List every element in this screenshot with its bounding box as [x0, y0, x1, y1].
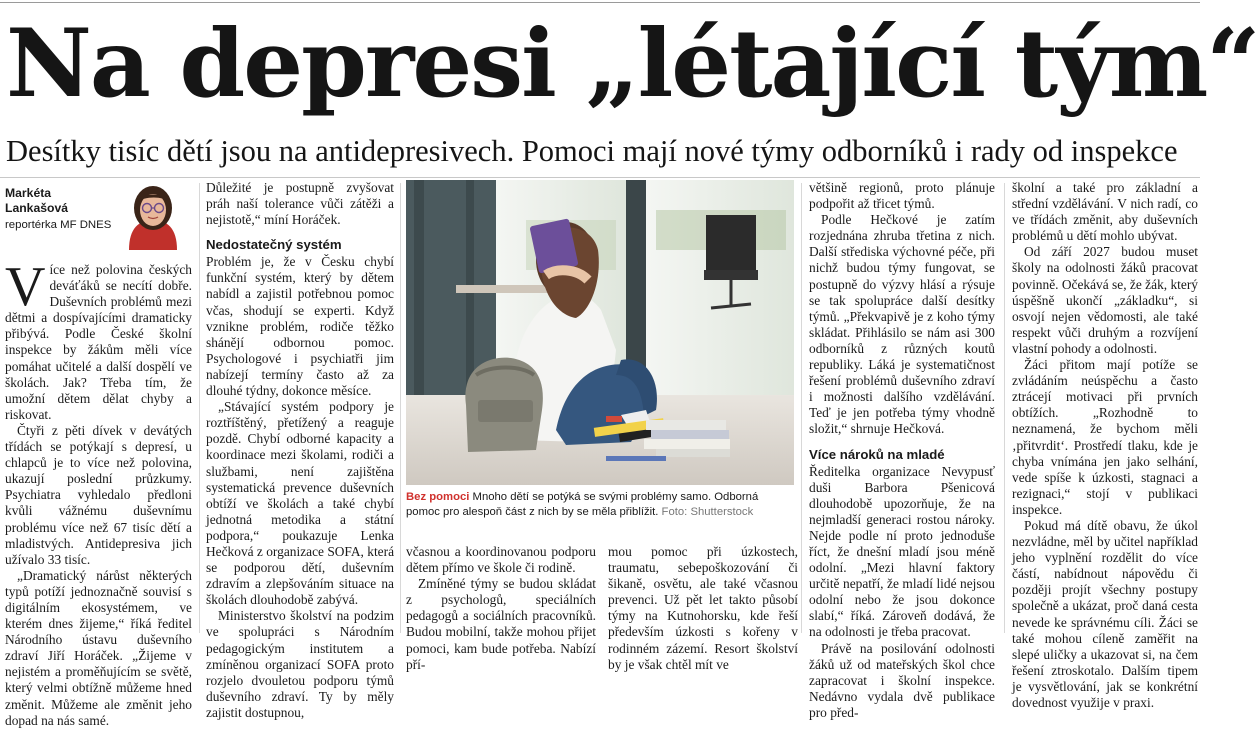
- paragraph: Důležité je postupně zvyšovat práh naší tolerance vůči zátěži a nejistotě,“ míní Horáček.: [206, 180, 394, 228]
- photo-credit: Foto: Shutterstock: [658, 506, 754, 518]
- subheadline: Desítky tisíc dětí jsou na antidepresivech. Pomoci mají nové týmy odborníků i rady od inspekce: [6, 134, 1178, 168]
- article-column-3: [406, 544, 596, 672]
- article-column-5: [809, 180, 995, 720]
- header-rule: [0, 177, 1200, 178]
- paragraph: Podle Hečkové je zatím rozjednána zhruba třetina z nich. Další střediska výchovné péče, při nichž budou týmy fungovat, se postupně do výzvy hlásí a rýsuje se tak spolupráce další desítky týmů. „Překvapivě je z koho týmy skládat. Přihlásilo se nám asi 300 odborníků z různých koutů republiky. Láká je systematičnost řešení problémů duševního zdraví i možnosti dalšího vzdělávání. Teď je jen potřeba týmy vhodně složit,“ shrnuje Hečková.: [809, 212, 995, 437]
- column-separator: [199, 183, 200, 633]
- caption-lead: Bez pomoci: [406, 491, 470, 503]
- section-heading: Více nároků na mladé: [809, 446, 945, 462]
- section-heading: Nedostatečný systém: [206, 237, 342, 253]
- paragraph: většině regionů, proto plánuje podpořit až třicet týmů.: [809, 180, 995, 212]
- author-role: reportérka MF DNES: [5, 219, 112, 231]
- paragraph: „Stávající systém podpory je roztříštěný, přetížený a reaguje pozdě. Chybí odborné kapacity a koordinace mezi školami, rodiči a službami, není zajištěna systematická prevence duševních obtíží ve školách a také chybí jednotná metodika a státní podpora,“ poukazuje Lenka Hečková z organizace SOFA, která se podporou dětí, duševním zdravím a zlepšováním situace na školách dlouhodobě zabývá.: [206, 399, 395, 608]
- article-photo: [406, 180, 794, 485]
- paragraph: Zmíněné týmy se budou skládat z psychologů, speciálních pedagogů a sociálních pracovníků. Budou mobilní, takže mohou přijet pomoci, kam bude potřeba. Nabízí pří-: [406, 576, 596, 672]
- article-column-6: [1012, 180, 1198, 710]
- paragraph: mou pomoc při úzkostech, traumatu, sebepoškozování či šikaně, osvětu, ale také včasnou prevenci. Už pět let takto působí týmy na Kutnohorsku, kde řeší především úzkosti s kořeny v rodinném zázemí. Resort školství by je však chtěl mít ve: [608, 544, 798, 672]
- paragraph: Ředitelka organizace Nevypusť duši Barbora Pšenicová dlouhodobě upozorňuje, že na nejmladší generaci rostou nároky. Nejde podle ní proto jednoduše říct, že dnešní mladí jsou méně odolní. „Mezi hlavní faktory určitě nepatří, že mladí lidé nejsou odolní nebo že jsou dokonce slabí,“ říká. Zároveň dodává, že na odolnosti je třeba pracovat.: [809, 463, 995, 640]
- paragraph: Od září 2027 budou muset školy na odolnosti žáků pracovat povinně. Očekává se, že žák, který úspěšně ukončí „základku“, si osvojí nejen vědomosti, ale také respekt vůči druhým a rozvíjení vlastní pohody a odolnosti.: [1012, 244, 1198, 356]
- author-photo: [115, 180, 191, 250]
- paragraph: Ministerstvo školství na podzim ve spolupráci s Národním pedagogickým institutem a zmíněnou organizací SOFA proto rozjelo dvouletou podporu týmů duševního zdraví. Ty by měly zajistit dostupnou,: [206, 608, 394, 720]
- article-column-1: [5, 180, 192, 728]
- top-rule: [0, 2, 1200, 3]
- author-name: Markéta Lankašová: [5, 186, 69, 215]
- caption-text: Mnoho dětí se potýká se svými problémy samo. Odborná pomoc pro alespoň část z nich by se měla přiblížit.: [406, 491, 759, 518]
- paragraph: „Dramatický nárůst některých typů potíží jednoznačně souvisí s digitálním ekosystémem, ve kterém dnes žijeme,“ říká ředitel Národního ústavu duševního zdraví Jiří Horáček. „Žijeme v nejistém a proměňujícím se světě, který velmi obtížně můžeme hned změnit. Můžeme ale změnit jeho dopad na nás samé.: [5, 567, 192, 728]
- photo-caption: [406, 490, 794, 536]
- drop-cap: V: [5, 256, 46, 318]
- paragraph: Pokud má dítě obavu, že úkol nezvládne, měl by učitel například jeho vyplnění rozdělit do více částí, nabídnout nápovědu či později projít všechny postupy společně a ukázat, proč daná cesta nevede ke správnému cíli. Žáci se také mohou cíleně zaměřit na slepé uličky a ukazovat si, na čem řešení ztroskotalo. Dalším tipem je vysvětlování, jak se konkrétní dovednost využije v praxi.: [1012, 517, 1198, 710]
- paragraph: Čtyři z pěti dívek v devátých třídách se potýkají s depresí, u chlapců je to více než polovina, ukazují poslední průzkumy. Psychiatra vyhledalo předloni kvůli vážnému duševnímu problému více než 67 tisíc dětí a mladistvých. Antidepresiva jich užívalo 33 tisíc.: [5, 422, 192, 567]
- column-separator: [1004, 183, 1005, 633]
- paragraph: Právě na posilování odolnosti žáků už od mateřských škol chce zapracovat i školní inspekce. Nedávno vydala dvě publikace pro před-: [809, 640, 995, 720]
- byline: [5, 180, 192, 262]
- column-separator: [400, 183, 401, 633]
- paragraph: Problém je, že v Česku chybí funkční systém, který by dětem nabídl a zajistil potřebnou pomoc včas, shodují se experti. Když vznikne problém, rodiče těžko shánějí odbornou pomoc. Psychologové i psychiatři jim nabízejí termíny často až za dlouhé týdny, dokonce měsíce.: [206, 254, 394, 399]
- paragraph: školní a také pro základní a střední vzdělávání. V nich radí, co ve třídách změnit, aby duševních problémů u dětí mohlo ubývat.: [1012, 180, 1198, 244]
- paragraph: včasnou a koordinovanou podporu dětem přímo ve škole či rodině.: [406, 544, 596, 576]
- article-column-2: [206, 180, 395, 720]
- headline: Na depresi „létající tým“: [6, 9, 1258, 119]
- column-separator: [801, 183, 802, 633]
- article-column-4: [608, 544, 798, 672]
- paragraph: Žáci přitom mají potíže se zvládáním neúspěchu a často ztrácejí motivaci při prvních obtížích. „Rozhodně to neznamená, že bychom měli ‚přitvrdit‘. Prostředí tlaku, kde je chyba vnímána jen jako selhání, vede spíše k úzkosti, stagnaci a rezignaci,“ stojí v publikaci inspekce.: [1012, 357, 1198, 517]
- lead-paragraph: Více než polovina českých deváťáků se necítí dobře. Duševních problémů mezi dětmi a dospívajícími dramaticky přibývá. Podle České školní inspekce by žákům měli více pomáhat učitelé a další dospělí ve školách. Jak? Třeba tím, že umožní dětem dělat chyby a riskovat.: [5, 256, 192, 422]
